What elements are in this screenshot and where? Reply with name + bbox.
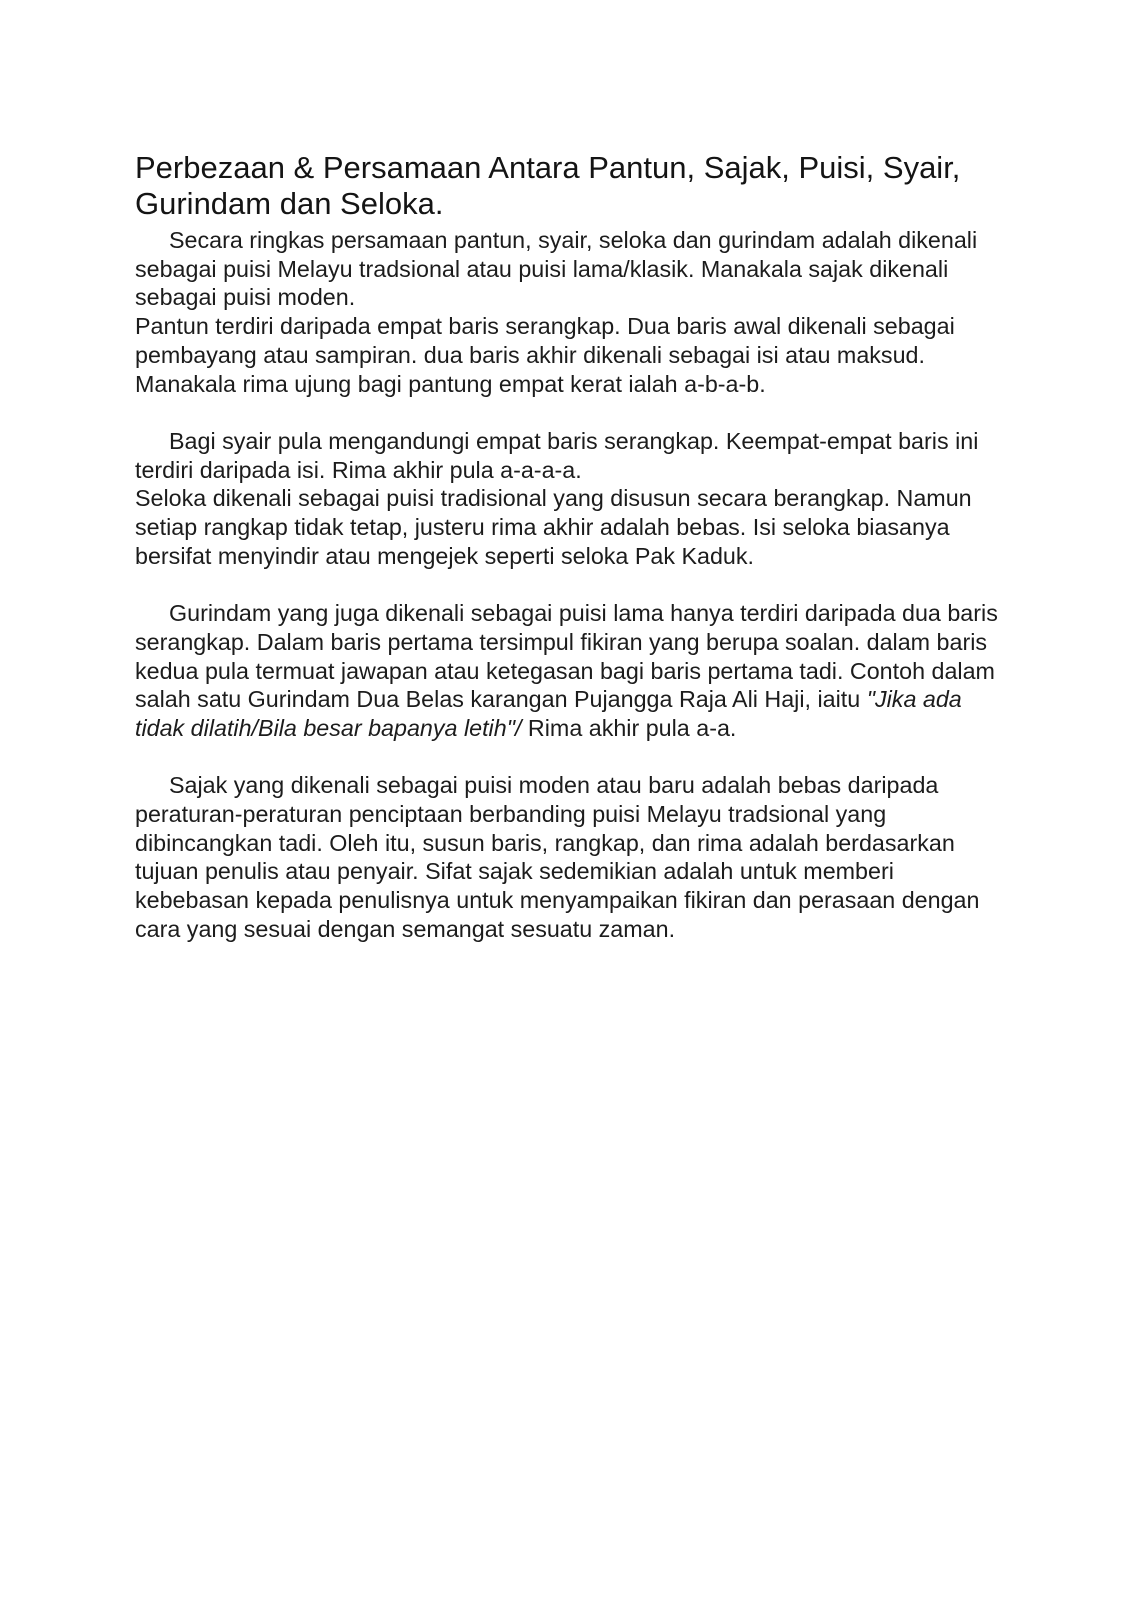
paragraph-gap — [135, 398, 1005, 427]
paragraph-gap — [135, 743, 1005, 772]
document-title: Perbezaan & Persamaan Antara Pantun, Sajak, Puisi, Syair, Gurindam dan Seloka. — [135, 150, 961, 221]
paragraph-syair: Bagi syair pula mengandungi empat baris serangkap. Keempat-empat baris ini terdiri daripada isi. Rima akhir pula a-a-a-a. — [135, 427, 979, 483]
paragraph-gurindam — [135, 599, 1005, 743]
gurindam-rima: Rima akhir pula a-a. — [521, 714, 737, 741]
paragraph-intro: Secara ringkas persamaan pantun, syair, seloka dan gurindam adalah dikenali sebagai puisi Melayu tradsional atau puisi lama/klasik. Manakala sajak dikenali sebagai puisi moden. — [135, 227, 978, 311]
paragraph-gap — [135, 570, 1005, 599]
paragraph-sajak: Sajak yang dikenali sebagai puisi moden atau baru adalah bebas daripada peraturan-peraturan penciptaan berbanding puisi Melayu tradsional yang dibincangkan tadi. Oleh itu, susun baris, rangkap, dan rima adalah berdasarkan tujuan penulis atau penyair. Sifat sajak sedemikian adalah untuk memberi kebebasan kepada penulisnya untuk menyampaikan fikiran dan perasaan dengan cara yang sesuai dengan semangat sesuatu zaman. — [135, 772, 980, 942]
document-body — [135, 150, 1005, 944]
gurindam-text: Gurindam yang juga dikenali sebagai puisi lama hanya terdiri daripada dua baris serangkap. Dalam baris pertama tersimpul fikiran yang berupa soalan. dalam baris kedua pula termuat jawapan atau ketegasan bagi baris pertama tadi. Contoh dalam salah satu Gurindam Dua Belas karangan Pujangga Raja Ali Haji, iaitu — [135, 600, 998, 713]
paragraph-seloka: Seloka dikenali sebagai puisi tradisional yang disusun secara berangkap. Namun setiap rangkap tidak tetap, justeru rima akhir adalah bebas. Isi seloka biasanya bersifat menyindir atau mengejek seperti seloka Pak Kaduk. — [135, 485, 972, 569]
gurindam-quote: "Jika ada tidak dilatih/Bila besar bapanya letih"/ — [135, 686, 962, 741]
paragraph-pantun: Pantun terdiri daripada empat baris serangkap. Dua baris awal dikenali sebagai pembayang atau sampiran. dua baris akhir dikenali sebagai isi atau maksud. Manakala rima ujung bagi pantung empat kerat ialah a-b-a-b. — [135, 313, 955, 397]
